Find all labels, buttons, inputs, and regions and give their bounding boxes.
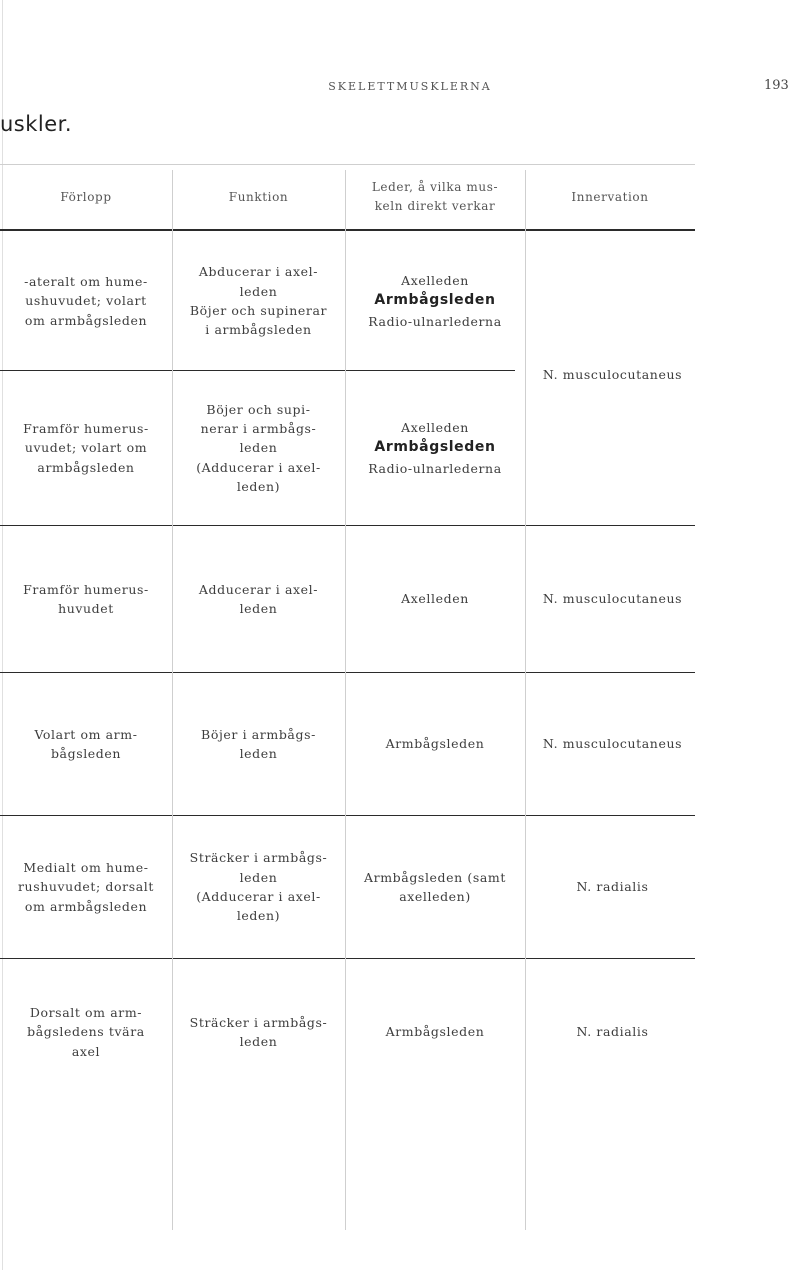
table-row-3-innervation: N. musculocutaneus <box>542 591 683 607</box>
leder-axelleden: Axelleden <box>401 419 469 435</box>
table-row-4-innervation: N. musculocutaneus <box>542 736 683 752</box>
table-row-6-forlopp: Dorsalt om arm- bågsledens tvära axel <box>27 1004 145 1059</box>
table-row-6-leder: Armbågsleden <box>385 1024 485 1040</box>
leder-radio-ulnarlederna: Radio-ulnarlederna <box>368 460 502 476</box>
table-row-4-forlopp: Volart om arm- bågsleden <box>34 726 138 761</box>
table-row-5-forlopp: Medialt om hume- rushuvudet; dorsalt om armbågsleden <box>17 859 155 914</box>
column-header-leder: Leder, å vilka mus- keln direkt verkar <box>371 180 499 213</box>
page-heading: uskler. <box>0 112 73 136</box>
table-row-6-funktion: Sträcker i armbågs- leden <box>189 1014 328 1049</box>
table-row-4-funktion: Böjer i armbågs- leden <box>201 726 316 761</box>
column-header-funktion: Funktion <box>228 189 289 204</box>
table-row-4-leder: Armbågsleden <box>385 736 485 752</box>
table-row-2-leder <box>345 374 525 522</box>
table-row-2-funktion: Böjer och supi- nerar i armbågs- leden (Adducerar i axel- leden) <box>196 401 321 495</box>
shared-innervation: N. musculocutaneus <box>542 367 683 383</box>
page-number: 193 <box>764 78 789 93</box>
table-row-6-innervation: N. radialis <box>576 1024 649 1040</box>
running-header: SKELETTMUSKLERNA <box>328 80 492 93</box>
table-row-3-forlopp: Framför humerus- huvudet <box>23 581 149 616</box>
row-rule-1 <box>0 370 515 371</box>
row-rule-3 <box>0 672 695 673</box>
row-rule-4 <box>0 815 695 816</box>
leder-axelleden: Axelleden <box>401 272 469 288</box>
table-row-1-funktion: Abducerar i axel- leden Böjer och supinerar i armbågsleden <box>189 264 328 338</box>
table-row-5-leder: Armbågsleden (samt axelleden) <box>364 869 506 904</box>
table-row-1-leder <box>345 234 525 368</box>
leder-armbagsleden: Armbågsleden <box>374 292 496 309</box>
header-rule <box>0 229 695 231</box>
table-row-3-funktion: Adducerar i axel- leden <box>198 581 319 616</box>
leder-radio-ulnarlederna: Radio-ulnarlederna <box>368 313 502 329</box>
table-row-3-leder: Axelleden <box>401 591 469 607</box>
table-row-2-forlopp: Framför humerus- uvudet; volart om armbågsleden <box>23 420 149 475</box>
column-header-forlopp: Förlopp <box>60 189 112 204</box>
table-row-1-forlopp: -ateralt om hume- ushuvudet; volart om armbågsleden <box>24 273 148 328</box>
table-row-5-innervation: N. radialis <box>576 879 649 895</box>
leder-armbagsleden: Armbågsleden <box>374 439 496 456</box>
table-top-rule <box>0 164 695 165</box>
row-rule-2 <box>0 525 695 526</box>
table-row-5-funktion: Sträcker i armbågs- leden (Adducerar i axel- leden) <box>189 850 328 924</box>
column-header-innervation: Innervation <box>571 189 649 204</box>
row-rule-5 <box>0 958 695 959</box>
